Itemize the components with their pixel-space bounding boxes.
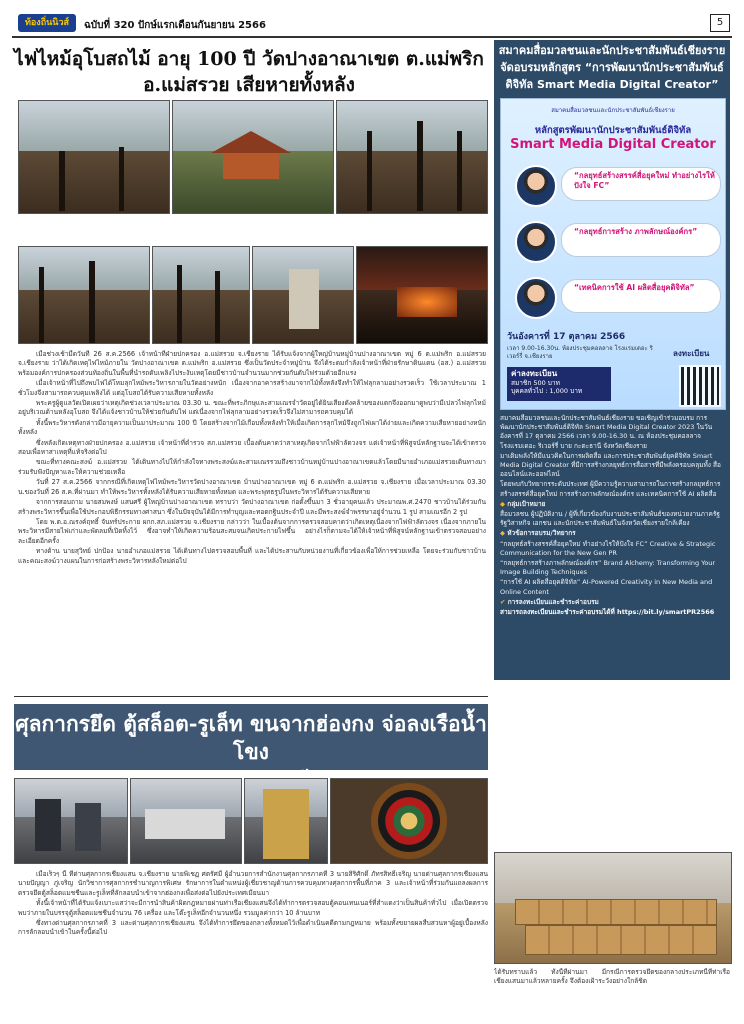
photo-temple-pavilion [172,100,334,214]
topic-item: “การใช้ AI ผลิตสื่อยุคดิจิทัล” AI-Powered Creativity in New Media and Online Content [500,578,713,596]
article1-paragraph: เมื่อช่วงเช้ามืดวันที่ 26 ส.ค.2566 เจ้าหน้าที่ฝ่ายปกครอง อ.แม่สรวย จ.เชียงราย ได้รับแจ้งจากผู้ใหญ่บ้านหมู่บ้านปางอาณาเขต หมู่ 6 ต.แม่พริก อ.แม่สรวย จ.เชียงราย ว่าได้เกิดเหตุไฟไหม้ภายใน วัดปางอาณาเขต ต.แม่พริก อ.แม่สรวย ซึ่งเป็นวัดประจำหมู่บ้าน จึงได้ระดมกำลังเจ้าหน้าที่ฝ่ายรักษาดินแดน (อส.) อ.แม่สรวย พร้อมองค์การปกครองส่วนท้องถิ่นในพื้นที่นำรถดับเพลิงไประงับเหตุโดยมีชาวบ้านจำนวนมากช่วยกันดับไฟร่วมด้วยอีกแรง [18,350,486,377]
article2-body [18,870,488,1018]
article1-paragraph: พระครูผู้ดูแลวัดเปิดเผยว่าเหตุเกิดช่วงเวลาประมาณ 03.30 น. ขณะที่พระภิกษุและสามเณรจำวัดอยู่ได้ยินเสียงดังคล้ายของแตกจึงออกมาดูพบว่ามีเปลวไฟลุกไหม้อยู่บริเวณด้านหลังอุโบสถ จึงได้แจ้งชาวบ้านให้ช่วยกันดับไฟ แต่เนื่องจากไฟลุกลามอย่างรวดเร็วจึงไม่สามารถควบคุมได้ [18,399,486,417]
article1-paragraph: ทั้งนี้พระวิหารดังกล่าวมีอายุความเป็นมาประมาณ 100 ปี โดยสร้างจากไม้เกือบทั้งหลังทำให้เมื่อเกิดการลุกไหม้จึงถูกไฟเผาได้ง่ายและเกิดความเสียหายอย่างหนักทั้งหลัง [18,418,486,437]
article1-paragraph: ซึ่งหลังเกิดเหตุทางฝ่ายปกครอง อ.แม่สรวย เจ้าหน้าที่ตำรวจ สภ.แม่สรวย เบื้องต้นคาดว่าสาเหตุเกิดจากไฟฟ้าลัดวงจร แต่เจ้าหน้าที่พิสูจน์หลักฐานจะได้เข้าตรวจสอบเพื่อหาสาเหตุที่แท้จริงต่อไป [18,438,486,457]
photo-burnt-ruins-2 [18,246,150,344]
photo-confiscated-boxes [494,852,732,964]
apply-heading: ✔ การลงทะเบียนและชำระค่าอบรม [500,597,599,606]
target-text: สื่อมวลชน ผู้ปฏิบัติงาน / ผู้ที่เกี่ยวข้องกับงานประชาสัมพันธ์ของหน่วยงานภาครัฐ รัฐวิสาหกิจ เอกชน และนักประชาสัมพันธ์ในจังหวัดเชียงรายใกล้เคียง [500,510,720,528]
bullet-icon: ◆ [500,499,508,508]
article2-paragraph: ทั้งนี้เจ้าหน้าที่ได้รับแจ้งเบาะแสว่าจะมีการนำสินค้าผิดกฎหมายผ่านท่าเรือเชียงแสนจึงได้ทำการตรวจสอบตู้คอนเทนเนอร์ที่สำแดงว่าเป็นสินค้าทั่วไป เมื่อเปิดตรวจพบว่าภายในบรรจุตู้สล็อตแมชชีนจำนวน 76 เครื่อง และโต๊ะรูเล็ทอีกจำนวนหนึ่ง รวมมูลค่ากว่า 10 ล้านบาท [18,899,488,917]
topic-item: “กลยุทธ์สร้างสรรค์สื่อยุคใหม่ ทำอย่างไรให้ปังใจ FC” Creative & Strategic Communication for the New Gen PR [500,539,716,557]
fee-member: สมาชิก 500 บาท [511,378,560,387]
sidebar-headline-line1: สมาคมสื่อมวลชนและนักประชาสัมพันธ์เชียงราย [498,44,726,57]
speaker-avatar [515,221,557,263]
topic-item: “กลยุทธ์การสร้างภาพลักษณ์องค์กร” Brand Alchemy: Transforming Your Image Building Techniques [500,559,716,577]
article2-continued: ได้รับทราบแล้ว ทั้งนี้ที่ผ่านมา มีกรณีการตรวจยึดของกลางประเภทนี้ที่ท่าเรือเชียงแสนมาแล้วหลายครั้ง จึงต้องเฝ้าระวังอย่างใกล้ชิด [494,968,730,986]
sidebar-paragraph: โดยพบกับวิทยากรระดับประเทศ ผู้มีความรู้ความสามารถในการสร้างกลยุทธ์การสร้างสรรค์สื่อยุคใหม่ การสร้างภาพลักษณ์องค์กร และเทคนิคการใช้ AI ผลิตสื่อ [500,480,721,498]
sidebar-headline [494,42,730,93]
training-poster [500,98,726,410]
issue-label: ฉบับที่ 320 ปักษ์แรกเดือนกันยายน 2566 [84,20,266,31]
poster-date: วันอังคารที่ 17 ตุลาคม 2566 [507,332,626,342]
target-heading: ◆ กลุ่มเป้าหมาย [500,499,546,508]
check-icon: ✔ [500,597,508,606]
photo-roulette-table [330,778,488,864]
register-link[interactable]: สามารถลงทะเบียนและชำระค่าอบรมได้ที่ https://bit.ly/smartPR2566 [500,608,715,617]
poster-topic: “กลยุทธ์การสร้าง ภาพลักษณ์องค์กร” [561,223,721,257]
topics-heading: ◆ หัวข้อการอบรม/วิทยากร [500,529,576,538]
newspaper-logo[interactable]: ท้องถิ่นนิวส์ [18,14,76,32]
photo-temple-structure [336,100,488,214]
article1-headline [14,46,484,98]
speaker-avatar [515,277,557,319]
qr-code-icon[interactable] [679,365,721,407]
article1-paragraph: จากการสอบถาม นายสมพงษ์ แสนศรี ผู้ใหญ่บ้านปางอาณาเขต ทราบว่า วัดปางอาณาเขต ก่อตั้งขึ้นมา 3 ชั่วอายุคนแล้ว ประมาณพ.ศ.2470 ชาวบ้านได้ร่วมกันสร้างพระวิหารขึ้นเพื่อใช้ประกอบพิธีกรรมทางศาสนา ซึ่งในปัจจุบันได้มีการทำบุญและทอดกฐินประจำปี และมีพระสงฆ์จำพรรษาอยู่จำนวน 1 รูป สามเณรอีก 2 รูป [18,498,486,516]
article1-paragraph: ขณะที่ทางคณะสงฆ์ อ.แม่สรวย ได้เดินทางไปให้กำลังใจทางพระสงฆ์และสามเณรรวมถึงชาวบ้านหมู่บ้านปางอาณาเขตแล้วโดยมีนายอำเภอแม่สรวยเดินทางมาร่วมรับฟังปัญหาและให้ความช่วยเหลือ [18,458,486,476]
sidebar-headline-line2: จัดอบรมหลักสูตร “การพัฒนานักประชาสัมพันธ์ [500,61,724,74]
article1-headline-line1: ไฟไหม้อุโบสถไม้ อายุ 100 ปี วัดปางอาณาเขต ต.แม่พริก [14,48,484,70]
page-number: 5 [710,14,730,32]
sidebar-headline-line3: ดิจิทัล Smart Media Digital Creator” [505,78,719,91]
bullet-icon: ◆ [500,529,508,538]
sidebar-body [500,414,724,676]
photo-burnt-ruins-3 [152,246,250,344]
poster-topic: “เทคนิคการใช้ AI ผลิตสื่อยุคดิจิทัล” [561,279,721,313]
article2-paragraph: เมื่อเร็วๆ นี้ ที่ด่านศุลกากรเชียงแสน จ.เชียงราย นายพิเชฏ ศตรัศมี ผู้อำนวยการสำนักงานศุลกากรภาคที่ 3 นายสิริศักดิ์ ภัทรสิทธิ์เจริญ นายด่านศุลกากรเชียงแสน นายปัญญา ภู่เจริญ นักวิชาการศุลกากรชำนาญการพิเศษ รักษาการในตำแหน่งผู้เชี่ยวชาญด้านการควบคุมทางศุลกากรพื้นที่ภาค 3 และเจ้าหน้าที่ร่วมกันแถลงผลการตรวจยึดตู้สล็อตแมชชีนและรูเล็ทที่ลักลอบนำเข้าจากฮ่องกงเพื่อส่งต่อไปยังประเทศเมียนมา [18,870,488,897]
photo-slot-machine-closeup [244,778,328,864]
fee-title: ค่าลงทะเบียน [511,369,558,378]
article1-paragraph: โดย พ.ต.อ.ณรงค์ฤทธิ์ จันทร์ประกาย ผกก.สภ.แม่สรวย จ.เชียงราย กล่าวว่า ในเบื้องต้นจากการตรวจสอบคาดว่าเกิดเหตุเนื่องจากไฟฟ้าลัดวงจร เนื่องจากภายในพระวิหารมีสายไฟเก่าและพัดลมที่เปิดทิ้งไว้ ซึ่งอาจทำให้เกิดความร้อนสะสมจนเกิดประกายไฟขึ้น อย่างไรก็ตามจะได้ให้เจ้าหน้าที่พิสูจน์หลักฐานเข้าตรวจสอบอย่างละเอียดอีกครั้ง [18,517,486,545]
speaker-avatar [515,165,557,207]
masthead [12,6,732,38]
poster-time: เวลา 9.00-16.30น. ห้องประชุมคอลลาจ โรงแรมเดอะ ริเวอร์รี่ จ.เชียงราย [507,345,653,360]
poster-title-en: Smart Media Digital Creator [510,137,716,152]
sidebar-paragraph: สมาคมสื่อมวลชนและนักประชาสัมพันธ์เชียงราย ขอเชิญเข้าร่วมอบรม การพัฒนานักประชาสัมพันธ์ดิจิทัล Smart Media Digital Creator 2023 ในวันอังคารที่ 17 ตุลาคม 2566 เวลา 9.00-16.30 น. ณ ห้องประชุมคอลลาจ โรงแรมเดอะ ริเวอร์รี่ บาย กะตะธานี จังหวัดเชียงราย [500,414,713,450]
sidebar-paragraph: มาเติมพลังให้มีแนวคิดในการผลิตสื่อ และการประชาสัมพันธ์ยุคดิจิทัล Smart Media Digital Creator ที่มีการสร้างกลยุทธ์การสื่อสารที่มีพลังครอบคลุมทั้ง สื่อออนไลน์และออฟไลน์ [500,451,721,479]
photo-officials-inspection [130,778,242,864]
article1-paragraph: เมื่อเจ้าหน้าที่ไปถึงพบไฟได้โหมลุกไหม้พระวิหารภายในวัดอย่างหนัก เนื่องจากอาคารสร้างมาจากไม้ทั้งหลังจึงทำให้ไฟลุกลามอย่างรวดเร็ว ใช้เวลาประมาณ 1 ชั่วโมงจึงสามารถควบคุมเพลิงได้ แต่อุโบสถได้รับความเสียหายทั้งหลัง [18,379,486,397]
article1-body [18,350,486,690]
article1-paragraph: วันที่ 27 ส.ค.2566 จากกรณีที่เกิดเหตุไฟไหม้พระวิหารวัดปางอาณาเขต บ้านปางอาณาเขต หมู่ 6 ต.แม่พริก อ.แม่สรวย จ.เชียงราย เมื่อเวลาประมาณ 03.30 น.ของวันที่ 26 ส.ค.ที่ผ่านมา ทำให้พระวิหารทั้งหลังได้รับความเสียหายทั้งหมด และพระพุทธรูปในพระวิหารได้รับความเสียหาย [18,478,486,496]
article2-paragraph: ซึ่งทางด่านศุลกากรภาคที่ 3 และด่านศุลกากรเชียงแสน จึงได้ทำการยึดของกลางทั้งหมดไว้เพื่อดำเนินคดีตามกฎหมาย พร้อมทั้งขยายผลสืบสวนหาผู้อยู่เบื้องหลังการลักลอบนำเข้าในครั้งนี้ต่อไป [18,919,488,937]
fee-general: บุคคลทั่วไป : 1,000 บาท [511,387,583,395]
poster-fee-box [507,367,611,401]
photo-night-fire [356,246,488,344]
poster-register-label: ลงทะเบียน [673,349,710,358]
article1-paragraph: ทางด้าน นายสุวิทย์ ปกป้อง นายอำเภอแม่สรวย ได้เดินทางไปตรวจสอบพื้นที่ และได้ประสานกับหน่วยงานที่เกี่ยวข้องเพื่อให้การช่วยเหลือ โดยจะร่วมกับชาวบ้านและคณะสงฆ์วางแผนในการก่อสร้างพระวิหารหลังใหม่ต่อไป [18,547,486,565]
poster-topic: “กลยุทธ์สร้างสรรค์สื่อยุคใหม่ ทำอย่างไรให้ปังใจ FC” [561,167,721,201]
photo-burnt-wall [252,246,354,344]
poster-org: สมาคมสื่อมวลชนและนักประชาสัมพันธ์เชียงราย [551,107,675,114]
article2-headline [14,704,488,770]
article1-headline-line2: อ.แม่สรวย เสียหายทั้งหลัง [143,74,355,96]
poster-title-th: หลักสูตรพัฒนานักประชาสัมพันธ์ดิจิทัล [534,125,692,136]
photo-slot-machines-1 [14,778,128,864]
article-divider [14,696,488,697]
photo-temple-ruins-1 [18,100,170,214]
article2-headline-line1: ศุลกากรยึด ตู้สล็อต-รูเล็ท ขนจากฮ่องกง จ่อลงเรือน้ำโขง [15,711,487,764]
